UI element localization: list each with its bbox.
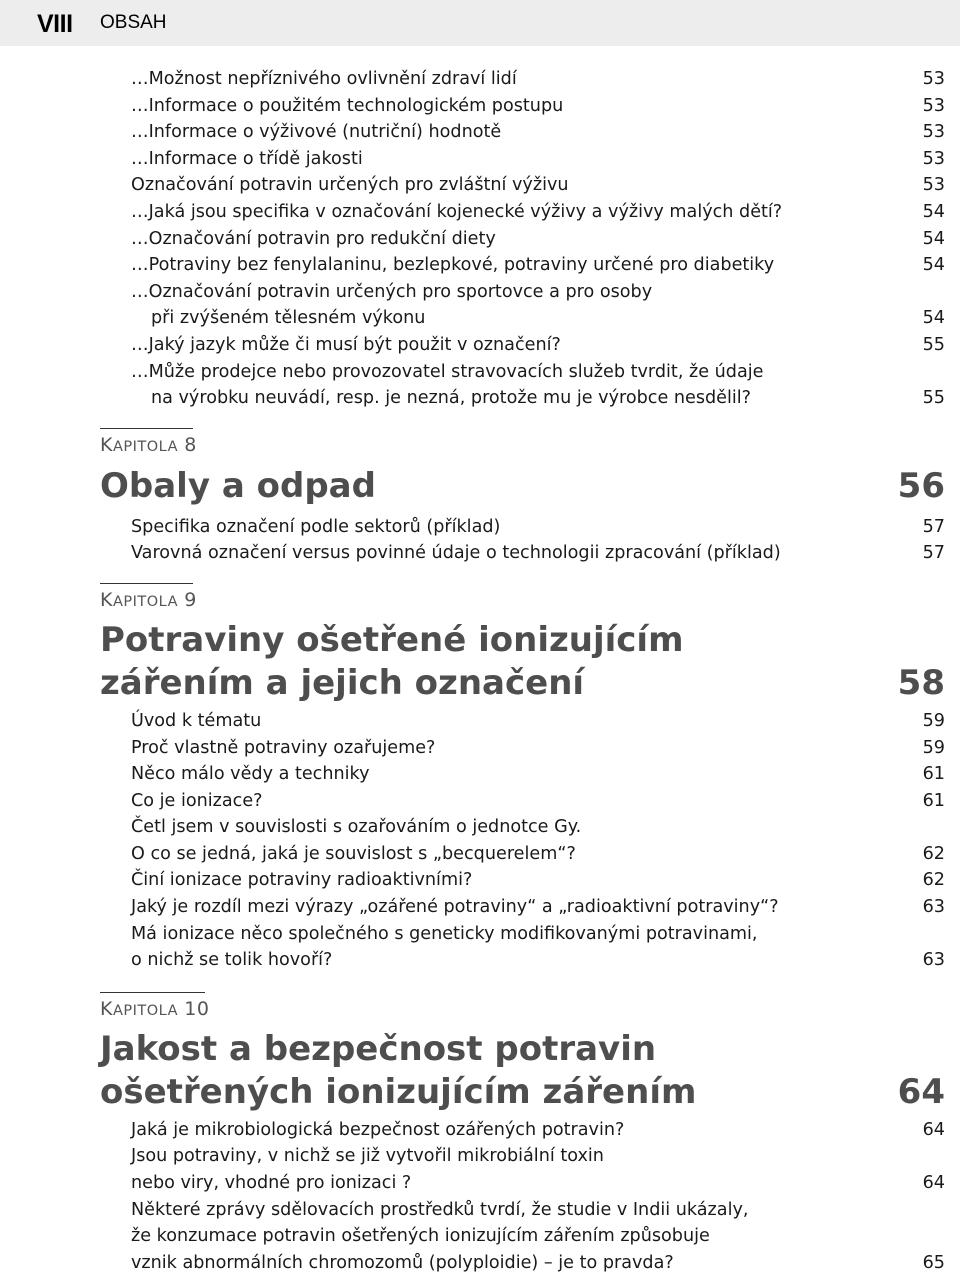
toc-entry-text: …Informace o použitém technologickém postupu (131, 95, 564, 116)
toc-entry[interactable] (0, 708, 960, 735)
toc-entry[interactable] (0, 788, 960, 815)
chapter-heading[interactable] (0, 583, 960, 708)
toc-entry[interactable] (0, 867, 960, 894)
toc-entry-text: …Jaká jsou specifika v označování kojenecké výživy a výživy malých dětí? (131, 201, 783, 222)
toc-entry-text: Činí ionizace potraviny radioaktivními? (131, 870, 473, 891)
toc-entry-text: …Jaký jazyk může či musí být použit v označení? (131, 334, 561, 355)
toc-entry-page: 61 (922, 790, 945, 811)
toc-entry[interactable] (0, 514, 960, 541)
toc-entry-page: 55 (922, 388, 945, 409)
toc-entry-text: …Možnost nepříznivého ovlivnění zdraví lidí (131, 69, 517, 89)
chapter-title: Jakost a bezpečnost potravin (100, 1028, 657, 1069)
toc-entry-page: 54 (922, 228, 945, 249)
toc-entry-page: 53 (922, 69, 945, 89)
toc-entry[interactable] (0, 540, 960, 567)
toc-entry[interactable] (0, 172, 960, 199)
page-header (0, 0, 960, 46)
chapter-title: Obaly a odpad (100, 465, 376, 506)
toc-entry[interactable] (0, 1143, 960, 1170)
toc-entry[interactable] (0, 385, 960, 412)
chapter-title: Potraviny ošetřené ionizujícím (100, 619, 684, 660)
toc-entry-page: 53 (922, 175, 945, 196)
toc-entry-page: 64 (922, 1173, 945, 1194)
toc-entry-text: …Informace o třídě jakosti (131, 148, 363, 169)
toc-entry-page: 54 (922, 201, 945, 222)
toc-entry-page: 63 (922, 897, 945, 918)
toc-entry-text: Četl jsem v souvislosti s ozařováním o jednotce Gy. (131, 817, 582, 838)
toc-entry[interactable] (0, 332, 960, 359)
toc-entry[interactable] (0, 93, 960, 120)
toc-entry-text: Má ionizace něco společného s geneticky modifikovanými potravinami, (131, 923, 758, 944)
toc-entry-page: 54 (922, 308, 945, 329)
toc-entry[interactable] (0, 146, 960, 173)
toc-entry-page: 53 (922, 122, 945, 143)
toc-entry[interactable] (0, 359, 960, 386)
chapter-title: zářením a jejich označení (100, 662, 585, 703)
toc-entry[interactable] (0, 1223, 960, 1250)
toc-entry-text: …Označování potravin určených pro sportovce a pro osoby (131, 281, 653, 302)
toc-entry[interactable] (0, 761, 960, 788)
toc-entry[interactable] (0, 735, 960, 762)
toc-entry[interactable] (0, 1197, 960, 1224)
chapter-heading[interactable] (0, 992, 960, 1117)
toc-entry-text: …Může prodejce nebo provozovatel stravovacích služeb tvrdit, že údaje (131, 361, 764, 382)
toc-entry-page: 64 (922, 1119, 945, 1140)
toc-entry-text: …Označování potravin pro redukční diety (131, 228, 496, 249)
toc-entry-text: Proč vlastně potraviny ozařujeme? (131, 737, 436, 758)
toc-entry-page: 62 (922, 870, 945, 891)
chapter-rule (100, 992, 205, 993)
chapter-page: 58 (897, 662, 945, 703)
toc-entry-page: 53 (922, 95, 945, 116)
toc-entry[interactable] (0, 921, 960, 948)
toc-entry-page: 54 (922, 255, 945, 276)
toc-entry-text: Jsou potraviny, v nichž se již vytvořil mikrobiální toxin (131, 1146, 604, 1167)
toc-entry[interactable] (0, 279, 960, 306)
toc-entry[interactable] (0, 226, 960, 253)
toc-entry-page: 62 (922, 843, 945, 864)
page-number: VIII (37, 10, 73, 38)
toc-entry[interactable] (0, 305, 960, 332)
chapter-rule (100, 428, 193, 429)
chapter-title: ošetřených ionizujícím zářením (100, 1071, 697, 1112)
toc-entry-text: o nichž se tolik hovoří? (131, 950, 333, 971)
toc-entry-text: že konzumace potravin ošetřených ionizujícím zářením způsobuje (131, 1226, 710, 1247)
toc-entry[interactable] (0, 1170, 960, 1197)
toc-entry[interactable] (0, 1117, 960, 1144)
toc-entry-page: 53 (922, 148, 945, 169)
toc-entry[interactable] (0, 814, 960, 841)
toc-entry[interactable] (0, 1250, 960, 1276)
toc-entry-text: Něco málo vědy a techniky (131, 764, 370, 785)
toc-entry[interactable] (0, 199, 960, 226)
toc-entry-text: při zvýšeném tělesném výkonu (151, 308, 426, 329)
toc-entry-text: Co je ionizace? (131, 790, 263, 811)
chapter-page: 56 (897, 465, 945, 506)
toc-entry-text: O co se jedná, jaká je souvislost s „becquerelem“? (131, 843, 576, 864)
chapter-heading[interactable] (0, 428, 960, 514)
toc-entry[interactable] (0, 252, 960, 279)
toc-entry-page: 57 (922, 516, 945, 537)
toc-entry-text: …Informace o výživové (nutriční) hodnotě (131, 122, 502, 143)
toc-entry[interactable] (0, 894, 960, 921)
toc-entry-text: vznik abnormálních chromozomů (polyploidie) – je to pravda? (131, 1252, 674, 1273)
section-title: OBSAH (100, 12, 167, 33)
chapter-label: KAPITOLA 9 (100, 588, 197, 611)
toc-entry-page: 59 (922, 710, 945, 731)
toc-entry[interactable] (0, 947, 960, 974)
chapter-page: 64 (897, 1071, 945, 1112)
table-of-contents (0, 66, 960, 1276)
toc-entry-page: 65 (922, 1252, 945, 1273)
chapter-label: KAPITOLA 8 (100, 433, 197, 456)
toc-entry-text: Jaký je rozdíl mezi výrazy „ozářené potraviny“ a „radioaktivní potraviny“? (131, 897, 779, 918)
toc-entry-text: nebo viry, vhodné pro ionizaci ? (131, 1173, 412, 1194)
toc-entry-page: 57 (922, 543, 945, 564)
toc-entry-page: 61 (922, 764, 945, 785)
toc-entry-text: Jaká je mikrobiologická bezpečnost ozářených potravin? (131, 1119, 625, 1140)
toc-entry-text: Varovná označení versus povinné údaje o technologii zpracování (příklad) (131, 543, 781, 564)
toc-entry-text: na výrobku neuvádí, resp. je nezná, protože mu je výrobce nesdělil? (151, 388, 752, 409)
toc-entry-page: 55 (922, 334, 945, 355)
toc-entry-text: Některé zprávy sdělovacích prostředků tvrdí, že studie v Indii ukázaly, (131, 1199, 749, 1220)
chapter-rule (100, 583, 193, 584)
toc-entry-page: 59 (922, 737, 945, 758)
toc-entry-text: Specifika označení podle sektorů (příklad) (131, 516, 501, 537)
toc-entry[interactable] (0, 841, 960, 868)
toc-entry-text: Úvod k tématu (131, 710, 262, 731)
toc-entry[interactable] (0, 66, 960, 93)
chapter-label: KAPITOLA 10 (100, 997, 210, 1020)
toc-entry[interactable] (0, 119, 960, 146)
toc-entry-page: 63 (922, 950, 945, 971)
toc-entry-text: …Potraviny bez fenylalaninu, bezlepkové, potraviny určené pro diabetiky (131, 255, 775, 276)
toc-entry-text: Označování potravin určených pro zvláštní výživu (131, 175, 569, 196)
